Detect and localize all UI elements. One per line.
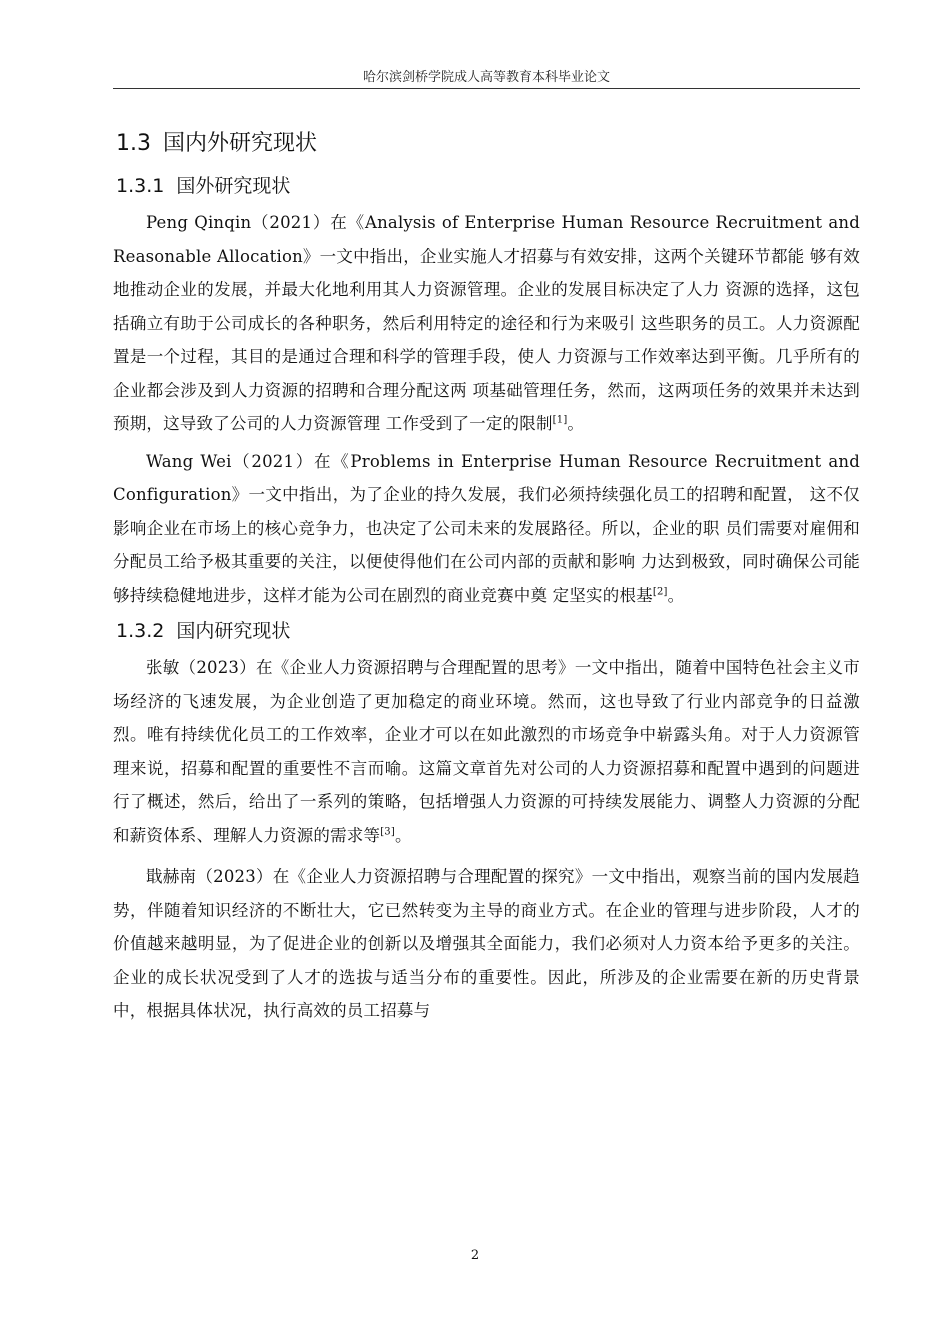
- subsection-title: 国外研究现状: [176, 175, 291, 197]
- paragraph-end: 。: [567, 414, 585, 433]
- paragraph-zhang-min: [113, 651, 860, 852]
- paragraph-text: 戢赫南（2023）在《企业人力资源招聘与合理配置的探究》一文中指出，观察当前的国内发展趋势，伴随着知识经济的不断壮大，它已然转变为主导的商业方式。在企业的管理与进步阶段，人才的价值越来越明显，为了促进企业的创新以及增强其全面能力，我们必须对人力资本给予更多的关注。企业的成长状况受到了人才的选拔与适当分布的重要性。因此，所涉及的企业需要在新的历史背景中，根据具体状况，执行高效的员工招募与: [113, 867, 860, 1020]
- paragraph-text: Wang Wei（2021）在《Problems in Enterprise Human Resource Recruitment and Configuration》一文中指出，为了企业的持久发展，我们必须持续强化员工的招聘和配置， 这不仅影响企业在市场上的核心竞争力，也决定了公司未来的发展路径。所以，企业的职 员们需要对雇佣和分配员工给予极其重要的关注，以便使得他们在公司内部的贡献和影响 力达到极致，同时确保公司能够持续稳健地进步，这样才能为公司在剧烈的商业竞赛中奠 定坚实的根基: [113, 451, 860, 605]
- page-content: [113, 118, 860, 1032]
- page-number: 2: [470, 1248, 480, 1263]
- header-divider: [113, 88, 860, 89]
- citation-ref: [2]: [652, 586, 668, 597]
- paragraph-wang-wei: [113, 445, 860, 613]
- paragraph-text: 张敏（2023）在《企业人力资源招聘与合理配置的思考》一文中指出，随着中国特色社会主义市场经济的飞速发展，为企业创造了更加稳定的商业环境。然而，这也导致了行业内部竞争的日益激烈。唯有持续优化员工的工作效率，企业才可以在如此激烈的市场竞争中崭露头角。对于人力资源管理来说，招募和配置的重要性不言而喻。这篇文章首先对公司的人力资源招募和配置中遇到的问题进行了概述，然后，给出了一系列的策略，包括增强人力资源的可持续发展能力、调整人力资源的分配和薪资体系、理解人力资源的需求等: [113, 658, 860, 845]
- section-number: 1.3: [116, 131, 151, 156]
- paragraph-ji-henan: [113, 860, 860, 1028]
- paragraph-peng-qinqin: [113, 206, 860, 441]
- subsection-number: 1.3.2: [116, 620, 165, 642]
- subsection-heading-domestic: [116, 616, 860, 643]
- section-title: 国内外研究现状: [163, 131, 318, 156]
- section-heading: [116, 126, 860, 157]
- paragraph-text: Peng Qinqin（2021）在《Analysis of Enterprise Human Resource Recruitment and Reasonable Allocation》一文中指出，企业实施人才招募与有效安排，这两个关键环节都能 够有效地推动企业的发展，并最大化地利用其人力资源管理。企业的发展目标决定了人力 资源的选择，这包括确立有助于公司成长的各种职务，然后利用特定的途径和行为来吸引 这些职务的员工。人力资源配置是一个过程，其目的是通过合理和科学的管理手段，使人 力资源与工作效率达到平衡。几乎所有的企业都会涉及到人力资源的招聘和合理分配这两 项基础管理任务，然而，这两项任务的效果并未达到预期，这导致了公司的人力资源管理 工作受到了一定的限制: [113, 213, 860, 433]
- citation-ref: [3]: [380, 826, 395, 837]
- subsection-heading-foreign: [116, 171, 860, 198]
- paragraph-end: 。: [667, 585, 685, 605]
- citation-ref: [1]: [552, 414, 568, 426]
- paragraph-end: 。: [394, 825, 412, 845]
- subsection-number: 1.3.1: [116, 175, 165, 197]
- subsection-title: 国内研究现状: [176, 620, 291, 642]
- running-header: 哈尔滨剑桥学院成人高等教育本科毕业论文: [362, 70, 610, 85]
